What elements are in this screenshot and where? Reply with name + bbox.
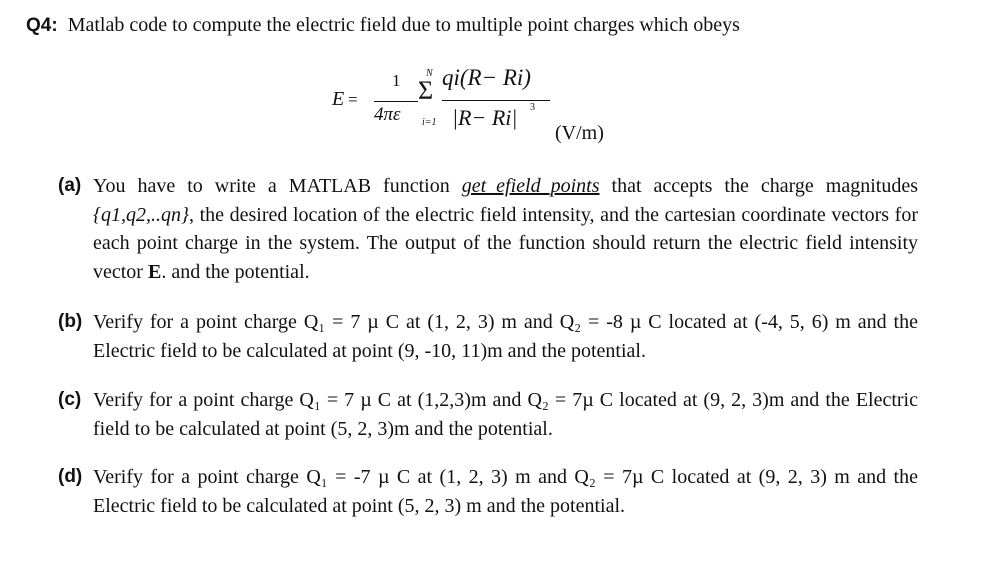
formula-unit: (V/m) bbox=[555, 122, 604, 144]
part-c-text: Verify for a point charge Q₁ = 7 µ C at (1,2,3)m and Q₂ = 7µ C located at (9, 2, 3)m and the Electric field to be calculated at point (5, 2, 3)m and the potential. bbox=[93, 389, 918, 440]
formula-equals: = bbox=[348, 90, 358, 109]
formula-fraction-line bbox=[442, 100, 550, 101]
part-d bbox=[58, 463, 918, 520]
part-a-label: (a) bbox=[58, 175, 82, 196]
question-title: Matlab code to compute the electric field due to multiple point charges which obeys bbox=[67, 14, 740, 36]
part-c-label: (c) bbox=[58, 389, 82, 410]
part-d-text: Verify for a point charge Q₁ = -7 µ C at (1, 2, 3) m and Q₂ = 7µ C located at (9, 2, 3) m and the Electric field to be calculated at point (5, 2, 3) m and the potential. bbox=[93, 466, 918, 517]
formula-numerator: qi(R− Ri) bbox=[442, 65, 531, 90]
formula-lhs: E bbox=[332, 88, 345, 110]
part-a-text-4: . and the potential. bbox=[161, 260, 310, 283]
question-number: Q4: bbox=[26, 15, 58, 36]
function-name: get_efield_points bbox=[461, 175, 600, 197]
formula-sigma: Σ bbox=[418, 76, 434, 105]
formula-coef-fraction-line bbox=[374, 101, 418, 102]
formula-exponent: 3 bbox=[530, 102, 535, 113]
part-d-label: (d) bbox=[58, 466, 83, 487]
formula-denominator: |R− Ri| bbox=[452, 105, 518, 130]
part-a-body bbox=[93, 172, 918, 286]
question-heading bbox=[26, 14, 740, 37]
part-a bbox=[58, 172, 918, 286]
formula-coef-denominator: 4πε bbox=[374, 104, 401, 125]
part-a-text-1: You have to write a MATLAB function bbox=[93, 175, 450, 197]
part-b bbox=[58, 308, 918, 365]
part-a-text-3: , the desired location of the electric field intensity, and the cartesian coordinate vectors for each point charge in the system. The output of the function should return the electric field intensity vector bbox=[93, 203, 918, 283]
e-vector-symbol: E bbox=[147, 260, 162, 283]
part-a-text-2: that accepts the charge magnitudes bbox=[611, 175, 919, 197]
part-b-text: Verify for a point charge Q₁ = 7 µ C at (1, 2, 3) m and Q₂ = -8 µ C located at (-4, 5, 6) m and the Electric field to be calculated at point (9, -10, 11)m and the potential. bbox=[93, 311, 918, 362]
formula-sum-lower: i=1 bbox=[422, 117, 437, 128]
formula-coef-numerator: 1 bbox=[392, 71, 401, 90]
charge-set: {q1,q2,..qn} bbox=[93, 203, 189, 226]
part-c bbox=[58, 386, 918, 443]
formula-sum-upper: N bbox=[426, 68, 433, 79]
part-b-label: (b) bbox=[58, 311, 83, 332]
